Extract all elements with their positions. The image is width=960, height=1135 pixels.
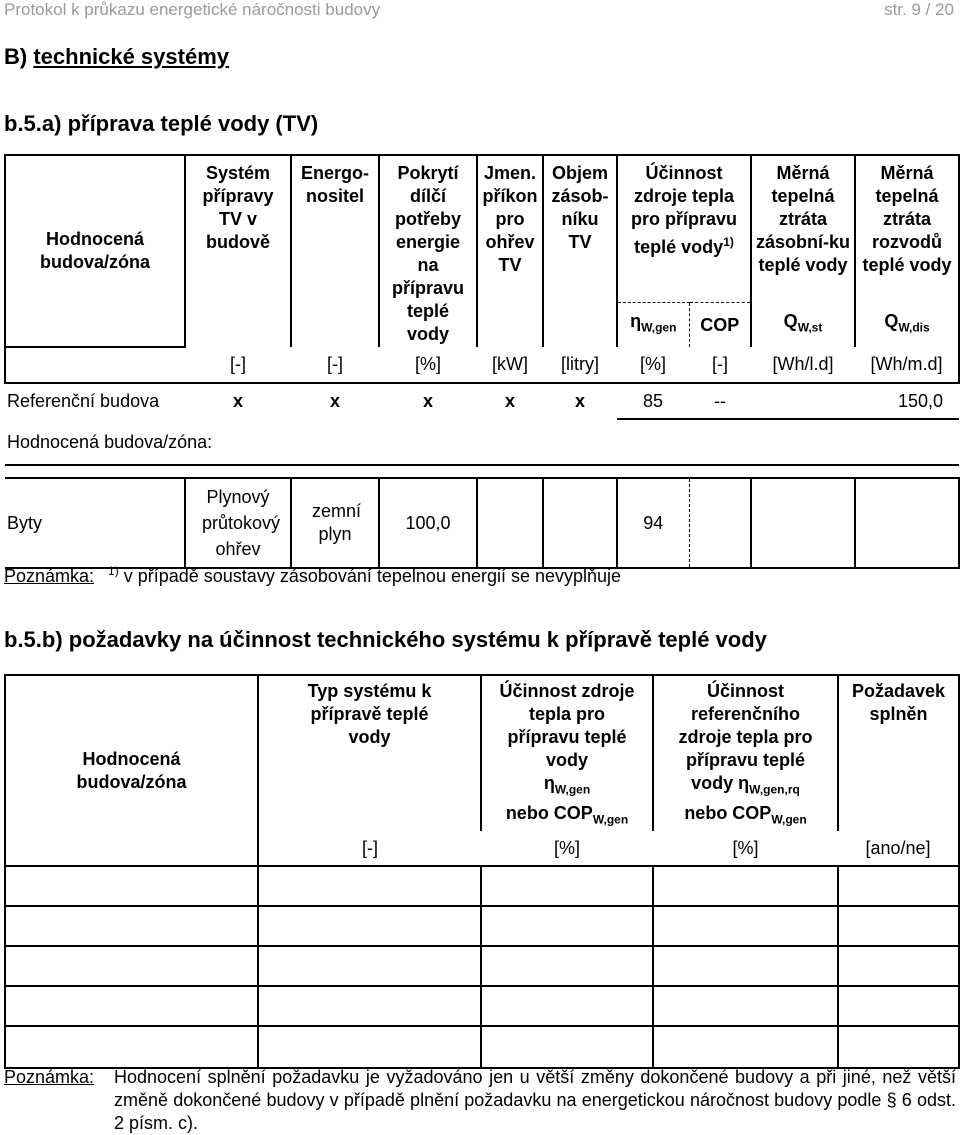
req-unit: [%] (481, 831, 653, 866)
req-unit: [%] (653, 831, 838, 866)
req-empty-row (5, 986, 959, 1026)
col-storage-loss: Měrná tepelná ztráta zásobní-ku teplé vody (751, 155, 855, 303)
col-coverage: Pokrytí dílčí potřeby energie na přípravu teplé vody (379, 155, 477, 347)
zone-system: Plynový průtokový ohřev (185, 478, 291, 568)
unit-cell: [litry] (543, 347, 617, 383)
part-b-title: b.5.b) požadavky na účinnost technického systému k přípravě teplé vody (4, 627, 767, 652)
col-distribution-loss: Měrná tepelná ztráta rozvodů teplé vody (855, 155, 959, 303)
unit-cell: [Wh/l.d] (751, 347, 855, 383)
col-power: Jmen. příkon pro ohřev TV (477, 155, 543, 347)
zone-volume (543, 478, 617, 568)
zone-qst (751, 478, 855, 568)
note-b-text: Hodnocení splnění požadavku je vyžadováno jen u větší změny dokončené budovy a při jiné, než větší změně dokončené budovy v případě plnění požadavku na energetickou náročnost budovy podle § 6 odst. 2 písm. c). (114, 1067, 956, 1133)
req-unit: [ano/ne] (838, 831, 959, 866)
zone-eta: 94 (617, 478, 689, 568)
unit-cell: [kW] (477, 347, 543, 383)
col-system: Systém přípravy TV v budově (185, 155, 291, 347)
zone-cop (689, 478, 751, 568)
req-empty-row (5, 1026, 959, 1068)
document-title: Protokol k průkazu energetické náročnosti budovy (4, 0, 381, 19)
spacer-row (5, 465, 959, 478)
reference-value: 85 (617, 383, 689, 419)
cop-symbol: COP (689, 303, 751, 348)
units-spacer (5, 347, 185, 383)
unit-cell: [%] (379, 347, 477, 383)
qst-symbol: $Q_{W,st}$ (751, 303, 855, 348)
part-a-title: b.5.a) příprava teplé vody (TV) (4, 111, 319, 136)
reference-value: x (329, 391, 340, 411)
req-empty-row (5, 946, 959, 986)
requirements-table (4, 674, 960, 1069)
col-carrier: Energo-nositel (291, 155, 379, 347)
reference-value (751, 383, 855, 419)
section-title (4, 44, 229, 70)
col-efficiency: Účinnost zdroje tepla pro přípravu teplé vody$^{1)}$ (617, 155, 751, 303)
zone-name: Byty (5, 478, 185, 568)
reference-label: Referenční budova (7, 391, 160, 411)
unit-cell: [-] (689, 347, 751, 383)
zone-qdis (855, 478, 959, 568)
section-name: technické systémy (33, 44, 229, 69)
zone-row (5, 478, 959, 568)
unit-cell: [-] (291, 347, 379, 383)
qdis-symbol: $Q_{W,dis}$ (855, 303, 959, 348)
unit-cell: [-] (185, 347, 291, 383)
unit-cell: [Wh/m.d] (855, 347, 959, 383)
section-prefix: B) (4, 44, 34, 69)
footnote-marker: 1) (723, 235, 734, 249)
note-a (4, 564, 621, 587)
unit-cell: [%] (617, 347, 689, 383)
req-row-header: Hodnocená budova/zóna (5, 675, 258, 866)
req-col-ref: Účinnost referenčního zdroje tepla pro přípravu teplé vody $\eta_{W,gen,rq}$ nebo $COP_{W,gen}$ (653, 675, 838, 831)
evaluated-label: Hodnocená budova/zóna: (5, 419, 959, 465)
reference-value: 150,0 (855, 383, 959, 419)
note-a-text: v případě soustavy zásobování tepelnou energií se nevyplňuje (123, 566, 622, 586)
reference-value: -- (689, 383, 751, 419)
reference-value: x (574, 391, 585, 411)
note-a-marker: 1) (108, 564, 119, 578)
row-header: Hodnocená budova/zóna (5, 155, 185, 347)
page-number: str. 9 / 20 (884, 0, 954, 19)
req-empty-row (5, 866, 959, 906)
eta-symbol: $\eta_{W,gen}$ (617, 303, 689, 348)
hot-water-table (4, 154, 960, 569)
note-a-label: Poznámka: (4, 566, 95, 586)
req-col-met: Požadavek splněn (838, 675, 959, 831)
req-unit: [-] (258, 831, 481, 866)
zone-carrier: zemní plyn (291, 478, 379, 568)
req-col-type: Typ systému k přípravě teplé vody (258, 675, 481, 831)
col-volume: Objem zásob-níku TV (543, 155, 617, 347)
zone-coverage: 100,0 (379, 478, 477, 568)
note-b (4, 1066, 956, 1135)
zone-power (477, 478, 543, 568)
reference-value: x (422, 391, 433, 411)
note-b-label: Poznámka: (4, 1067, 95, 1087)
reference-value: x (232, 391, 243, 411)
req-empty-row (5, 906, 959, 946)
reference-value: x (504, 391, 515, 411)
req-col-eff: Účinnost zdroje tepla pro přípravu teplé vody $\eta_{W,gen}$ nebo $COP_{W,gen}$ (481, 675, 653, 831)
